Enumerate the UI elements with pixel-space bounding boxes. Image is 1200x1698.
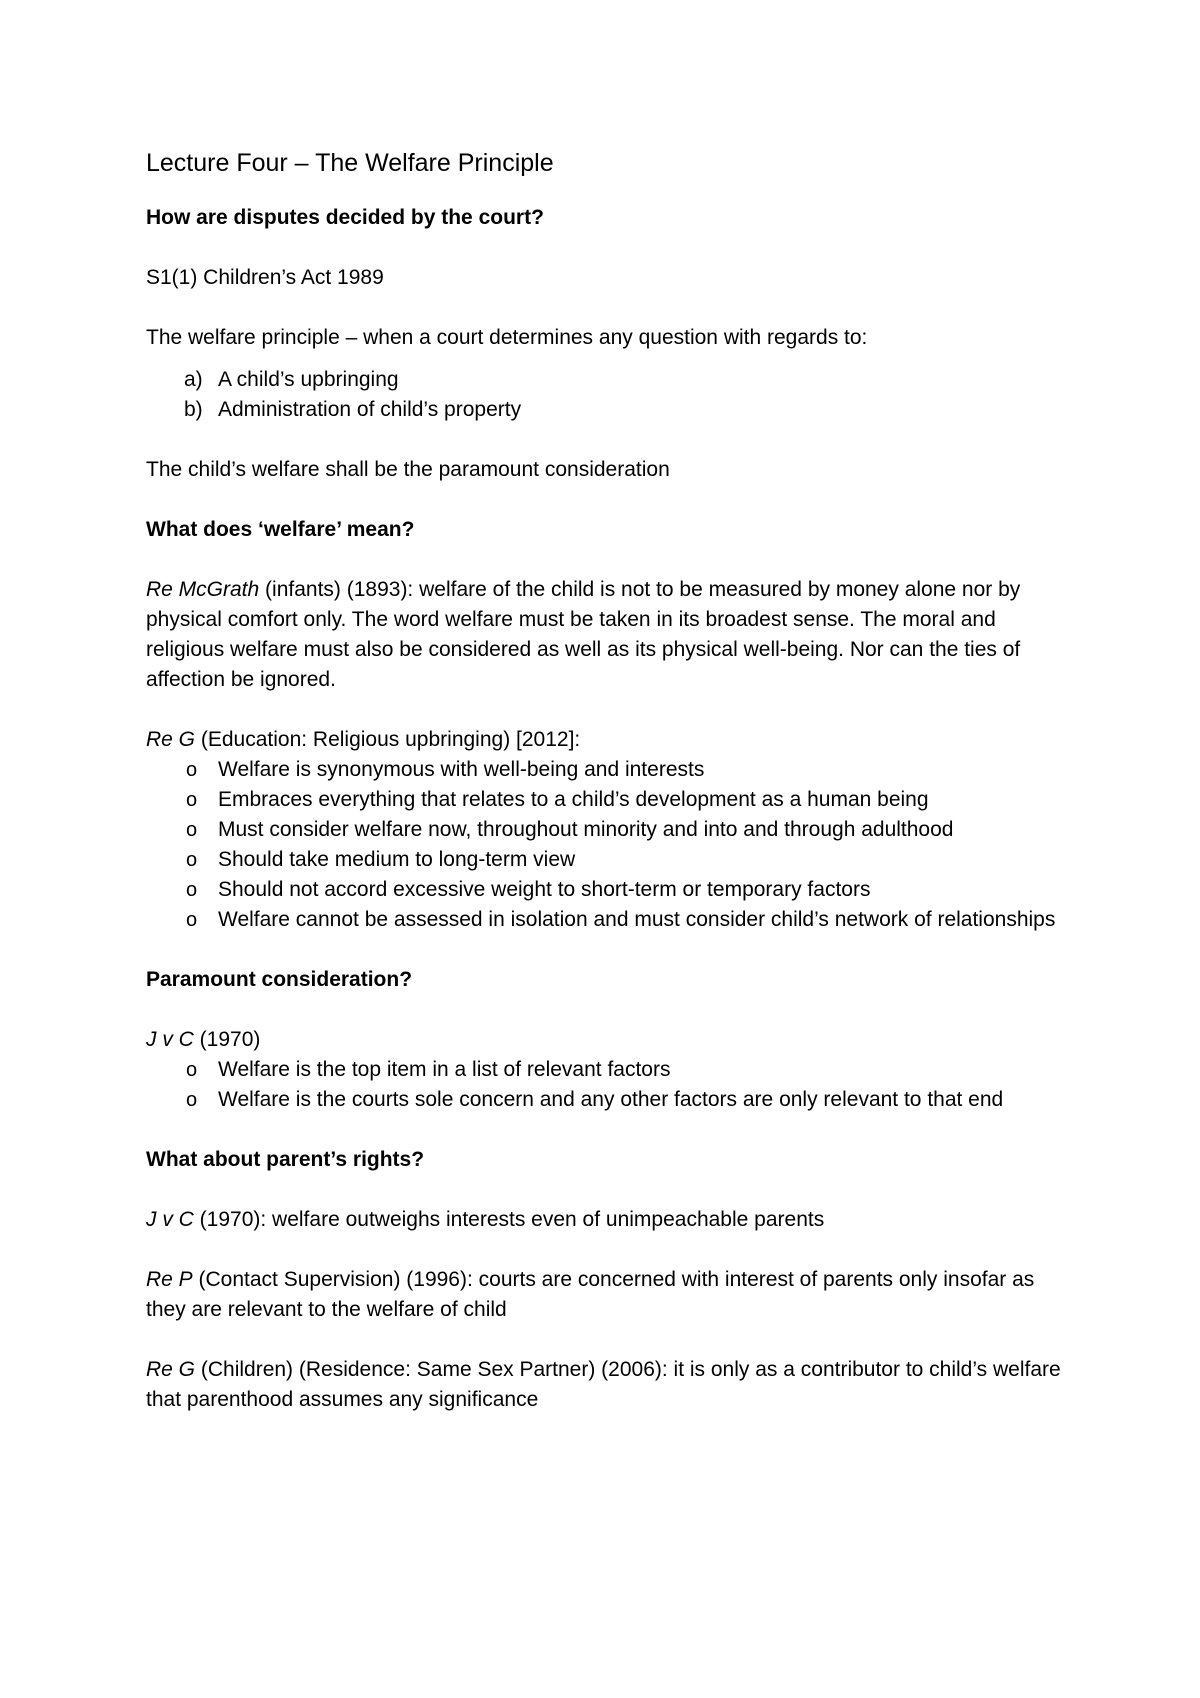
bullet-icon: o: [186, 1059, 198, 1081]
list-item-text: Should take medium to long-term view: [218, 848, 576, 871]
list-item: [184, 365, 1066, 395]
case-name: J v C: [146, 1208, 194, 1231]
welfare-principle-intro: The welfare principle – when a court determines any question with regards to:: [146, 326, 868, 349]
case-text: (1970): welfare outweighs interests even of unimpeachable parents: [193, 1208, 825, 1231]
section-heading-welfare-meaning: What does ‘welfare’ mean?: [146, 518, 415, 541]
list-item: [184, 785, 1066, 815]
bullet-icon: o: [186, 1089, 198, 1111]
case-paragraph-re-p: [146, 1265, 1066, 1325]
bullet-icon: o: [186, 759, 198, 781]
bullet-icon: o: [186, 879, 198, 901]
section-heading-disputes: How are disputes decided by the court?: [146, 206, 544, 229]
bullet-icon: o: [186, 909, 198, 931]
list-item: [184, 905, 1066, 935]
case-paragraph-re-g-children: [146, 1355, 1066, 1415]
case-paragraph-j-v-c: [146, 1025, 1066, 1055]
paramount-statement: The child’s welfare shall be the paramount consideration: [146, 458, 670, 481]
case-text: (Education: Religious upbringing) [2012]:: [195, 728, 581, 751]
case-name: Re G: [146, 728, 196, 751]
page-title: Lecture Four – The Welfare Principle: [146, 149, 554, 177]
case-paragraph-re-g-education: [146, 725, 1066, 755]
document-body: [146, 146, 1066, 1445]
list-item-text: Welfare is the courts sole concern and any other factors are only relevant to that end: [218, 1088, 1004, 1111]
case-text: (Contact Supervision) (1996): courts are concerned with interest of parents only insofar as they are relevant to the welfare of child: [146, 1268, 1035, 1321]
case-name: Re McGrath: [146, 578, 260, 601]
list-marker: b): [184, 398, 203, 421]
list-item-text: Welfare is synonymous with well-being and interests: [218, 758, 705, 781]
j-v-c-points-list: [146, 1055, 1066, 1115]
list-item: [184, 875, 1066, 905]
case-text: (Children) (Residence: Same Sex Partner) (2006): it is only as a contributor to child’s welfare that parenthood assumes any significance: [146, 1358, 1061, 1411]
case-text: (infants) (1893): welfare of the child is not to be measured by money alone nor by physical comfort only. The word welfare must be taken in its broadest sense. The moral and religious welfare must also be considered as well as its physical well-being. Nor can the ties of affection be ignored.: [146, 578, 1021, 691]
section-heading-paramount: Paramount consideration?: [146, 968, 413, 991]
section-heading-parents-rights: What about parent’s rights?: [146, 1148, 425, 1171]
bullet-icon: o: [186, 819, 198, 841]
list-item: [184, 845, 1066, 875]
list-item: [184, 1055, 1066, 1085]
list-item-text: Embraces everything that relates to a child’s development as a human being: [218, 788, 929, 811]
list-item: [184, 1085, 1066, 1115]
case-name: Re P: [146, 1268, 193, 1291]
case-name: Re G: [146, 1358, 196, 1381]
list-item-text: Welfare is the top item in a list of relevant factors: [218, 1058, 671, 1081]
question-list: [146, 365, 1066, 425]
bullet-icon: o: [186, 789, 198, 811]
list-item-text: Administration of child’s property: [218, 398, 522, 421]
list-item-text: Welfare cannot be assessed in isolation and must consider child’s network of relationships: [218, 908, 1056, 931]
list-item-text: Must consider welfare now, throughout minority and into and through adulthood: [218, 818, 954, 841]
list-item: [184, 395, 1066, 425]
re-g-points-list: [146, 755, 1066, 935]
case-paragraph-j-v-c-parents: [146, 1205, 1066, 1235]
list-item-text: Should not accord excessive weight to short-term or temporary factors: [218, 878, 871, 901]
list-marker: a): [184, 368, 203, 391]
case-text: (1970): [193, 1028, 261, 1051]
case-paragraph-mcgrath: [146, 575, 1066, 695]
bullet-icon: o: [186, 849, 198, 871]
list-item: [184, 815, 1066, 845]
case-name: J v C: [146, 1028, 194, 1051]
statute-reference: S1(1) Children’s Act 1989: [146, 266, 384, 289]
list-item: [184, 755, 1066, 785]
list-item-text: A child’s upbringing: [218, 368, 399, 391]
